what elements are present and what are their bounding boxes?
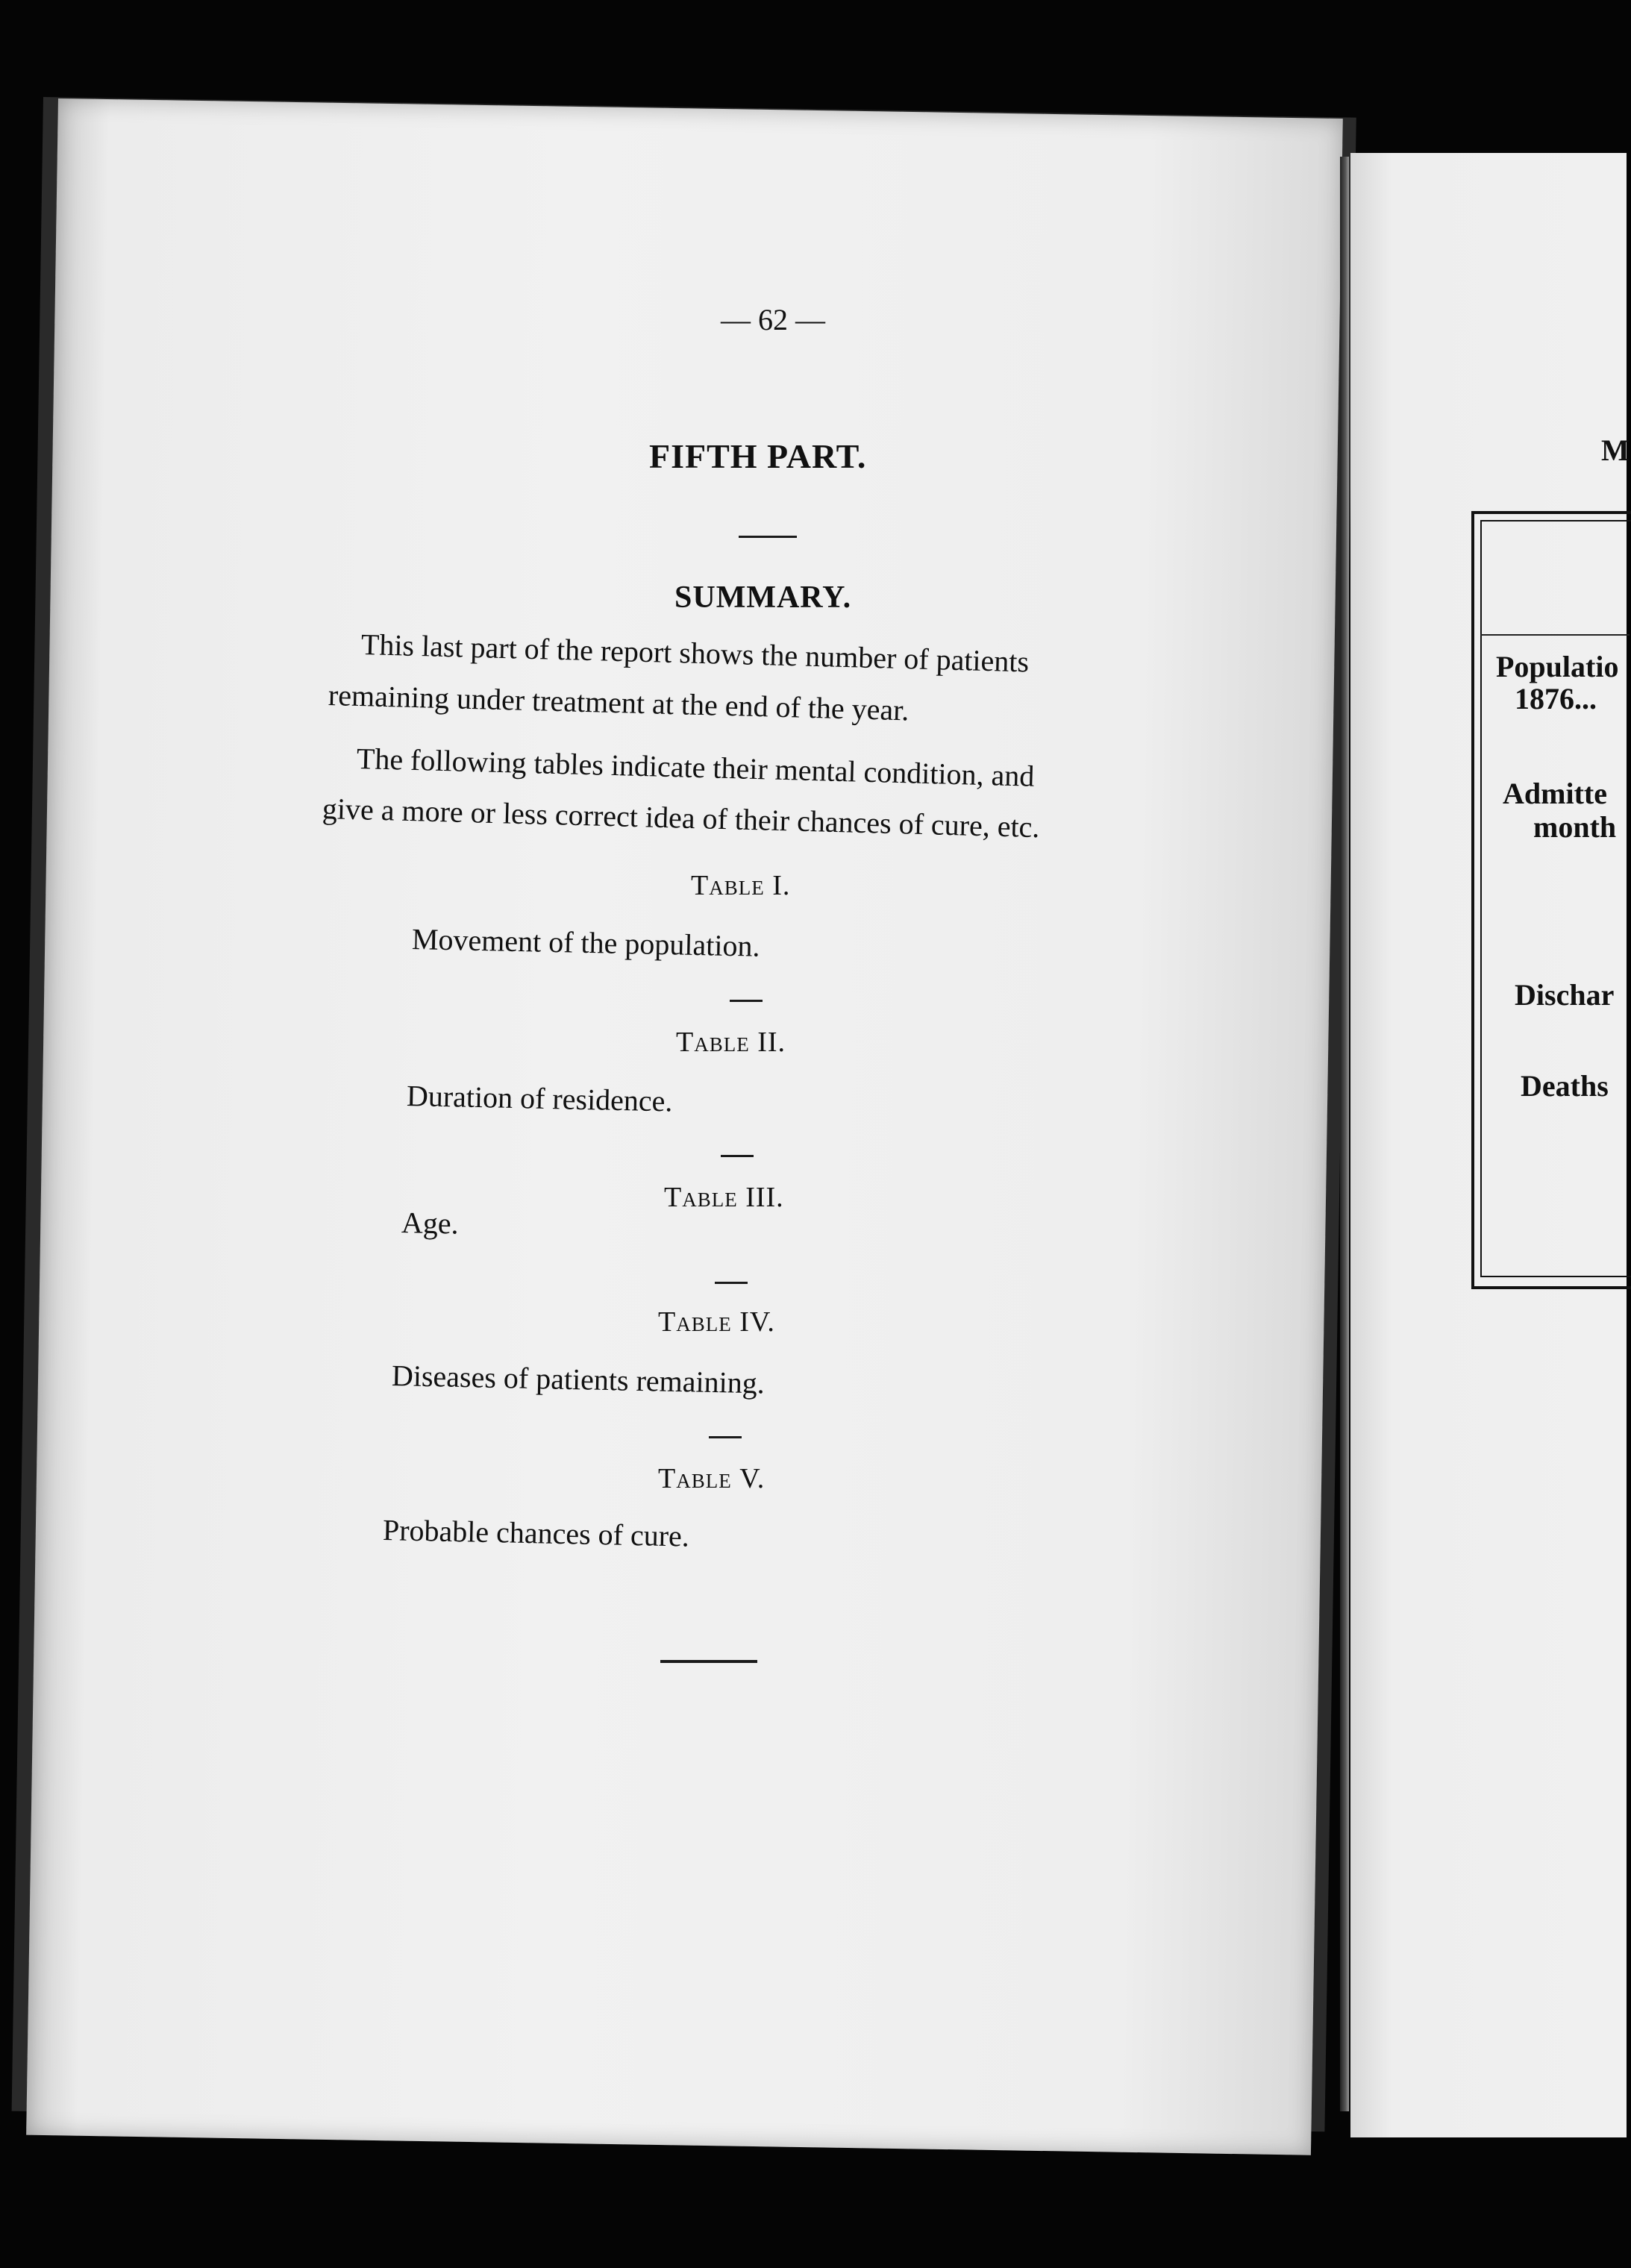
paragraph-1-line-1: This last part of the report shows the number of patients [360,627,1030,679]
table-1-description: Movement of the population. [411,922,760,963]
table-number: V. [739,1463,766,1494]
table-4-description: Diseases of patients remaining. [391,1359,766,1400]
table-number: III. [745,1182,784,1213]
table-label: Table [658,1463,732,1494]
paragraph-1-line-2: remaining under treatment at the end of the year. [328,678,910,727]
facing-row-label: Deaths [1521,1069,1609,1103]
table-label: Table [691,870,765,901]
table-3-description: Age. [401,1206,460,1241]
table-label: Table [658,1306,732,1338]
table-label: Table [664,1182,738,1213]
facing-page-heading-fragment: M [1601,433,1630,467]
facing-row-label: Admitte [1503,777,1607,810]
section-title: SUMMARY. [674,580,852,615]
table-number: II. [757,1027,786,1058]
table-1-caption [691,869,790,902]
divider [709,1436,742,1438]
facing-row-label: Dischar [1515,978,1615,1012]
page-number: — 62 — [721,303,825,336]
divider [721,1155,754,1157]
table-number: IV. [739,1306,775,1338]
divider [730,1000,763,1002]
paragraph-2-line-1: The following tables indicate their mental condition, and [356,742,1035,793]
table-label: Table [676,1027,750,1058]
facing-page-table-header-rule [1480,634,1630,636]
end-rule [660,1660,757,1663]
paragraph-2-line-2: give a more or less correct idea of their chances of cure, etc. [322,792,1041,845]
facing-row-label: Populatio [1496,650,1619,683]
table-number: I. [772,870,791,901]
part-title: FIFTH PART. [649,437,867,475]
table-5-caption [658,1462,765,1495]
table-5-description: Probable chances of cure. [382,1513,690,1553]
table-4-caption [658,1306,775,1338]
table-3-caption [664,1181,784,1214]
table-2-caption [676,1026,786,1059]
divider [739,536,797,538]
table-2-description: Duration of residence. [406,1079,673,1118]
facing-row-label: 1876... [1515,682,1597,715]
divider [715,1282,748,1284]
facing-row-label: month [1533,810,1617,844]
